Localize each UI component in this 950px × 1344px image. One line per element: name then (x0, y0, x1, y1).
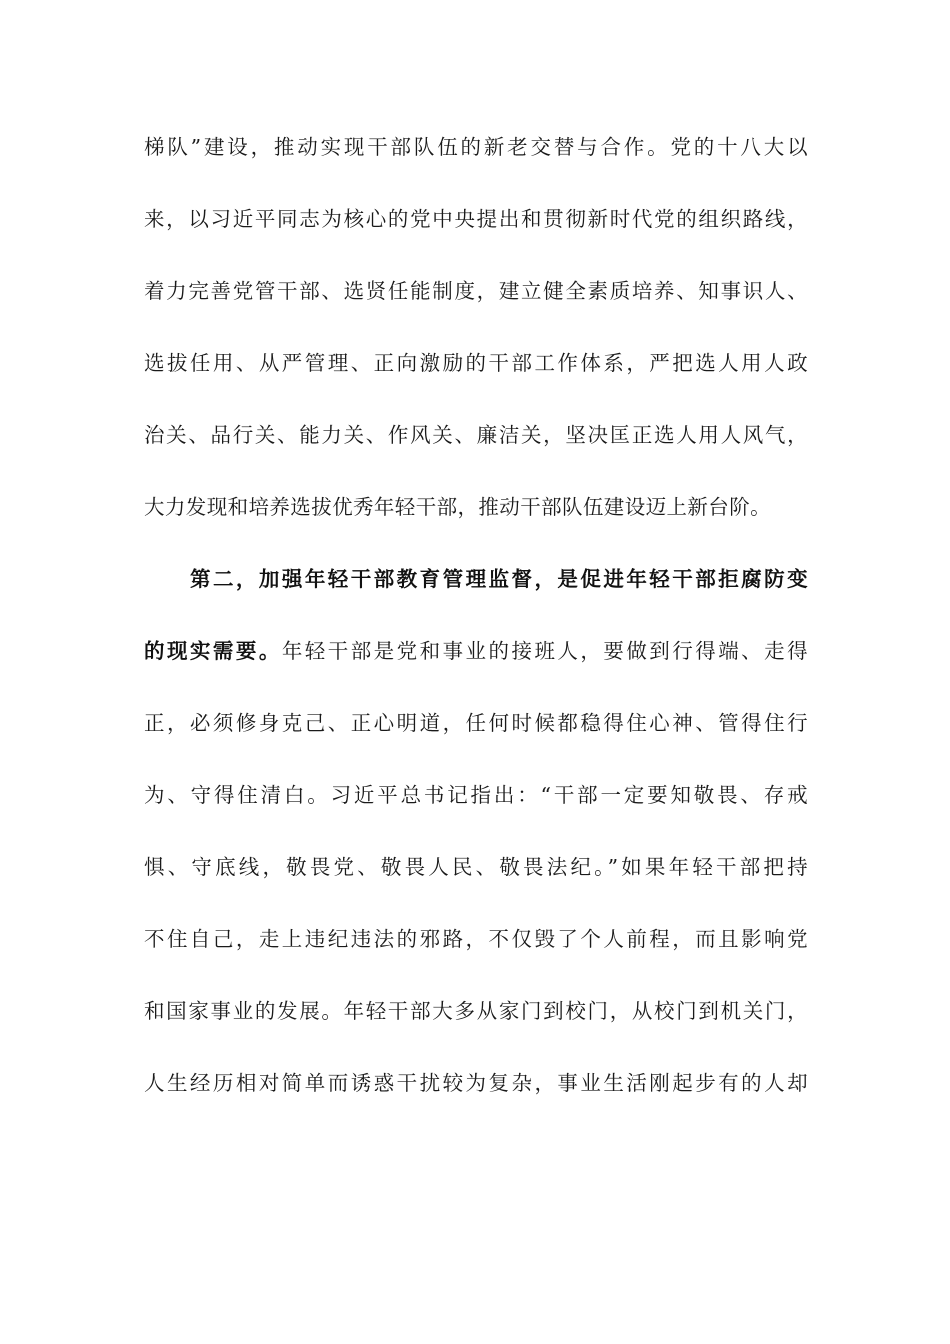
document-body (144, 124, 808, 1132)
paragraph-2 (144, 556, 808, 1106)
text-line: 治关、品行关、能力关、作风关、廉洁关，坚决匡正选人用人风气， (144, 423, 808, 447)
text-line: 惧、守底线，敬畏党、敬畏人民、敬畏法纪。”如果年轻干部把持 (144, 855, 808, 879)
text-line: 着力完善党管干部、选贤任能制度，建立健全素质培养、知事识人、 (144, 279, 808, 303)
text-line: 梯队”建设，推动实现干部队伍的新老交替与合作。党的十八大以 (144, 135, 808, 159)
text-line: 来，以习近平同志为核心的党中央提出和贯彻新时代党的组织路线， (144, 207, 808, 231)
text-span: 年轻干部是党和事业的接班人，要做到行得端、走得 (281, 639, 808, 663)
text-line: 为、守得住清白。习近平总书记指出：“干部一定要知敬畏、存戒 (144, 783, 808, 807)
paragraph-1 (144, 124, 808, 530)
text-line: 正，必须修身克己、正心明道，任何时候都稳得住心神、管得住行 (144, 711, 808, 735)
text-line: 和国家事业的发展。年轻干部大多从家门到校门，从校门到机关门， (144, 999, 808, 1023)
text-line: 人生经历相对简单而诱惑干扰较为复杂，事业生活刚起步有的人却 (144, 1071, 808, 1095)
text-line: 大力发现和培养选拔优秀年轻干部，推动干部队伍建设迈上新台阶。 (144, 495, 771, 519)
section-heading-tail: 的现实需要。 (144, 639, 282, 663)
text-line (144, 628, 808, 674)
text-line: 选拔任用、从严管理、正向激励的干部工作体系，严把选人用人政 (144, 351, 808, 375)
text-line: 不住自己，走上违纪违法的邪路，不仅毁了个人前程，而且影响党 (144, 927, 808, 951)
section-heading-line: 第二，加强年轻干部教育管理监督，是促进年轻干部拒腐防变 (190, 567, 808, 591)
